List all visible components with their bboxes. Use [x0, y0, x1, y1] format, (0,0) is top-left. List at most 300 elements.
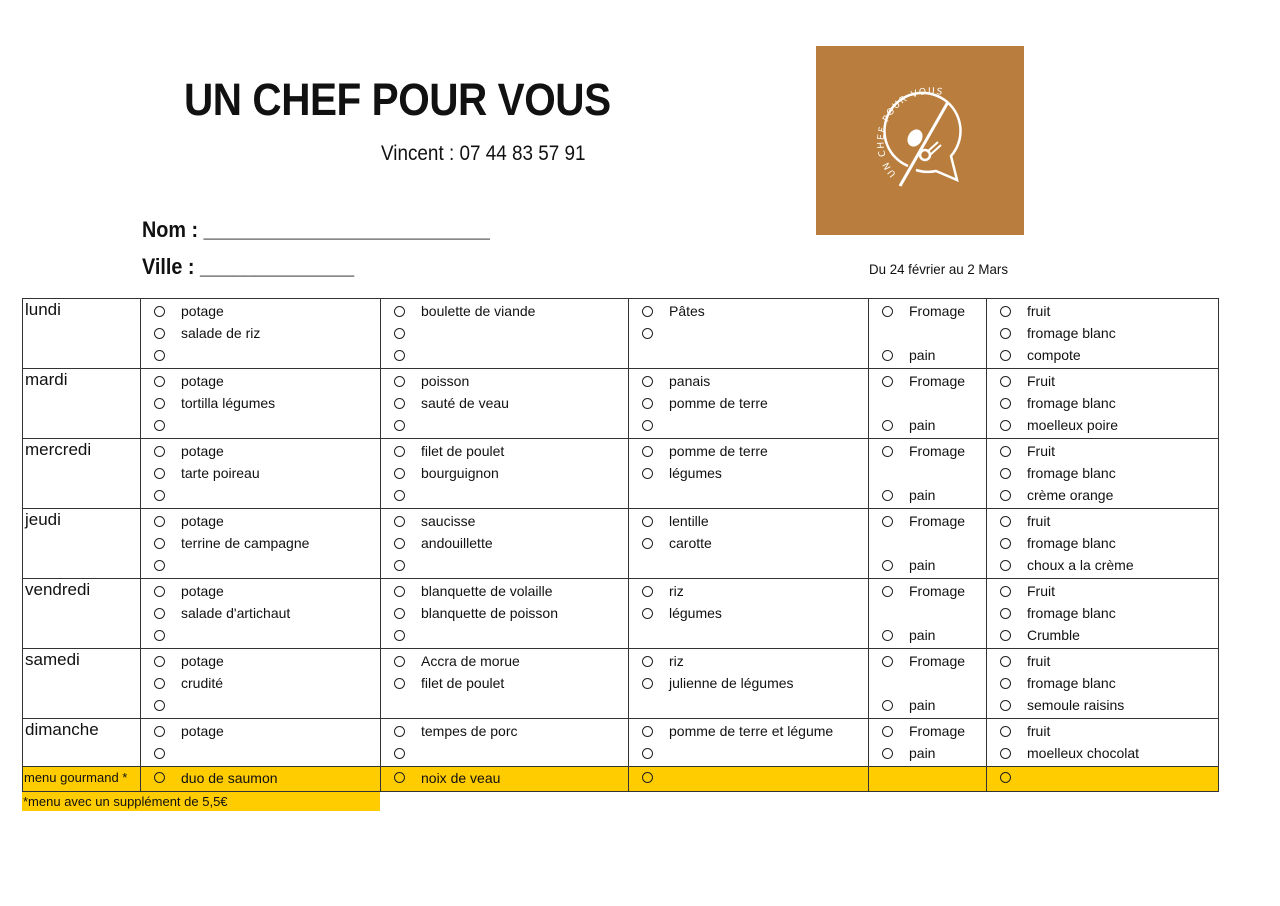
- option-label: pomme de terre: [669, 443, 768, 459]
- menu-option[interactable]: [869, 344, 986, 366]
- option-label: potage: [181, 723, 224, 739]
- menu-option[interactable]: [869, 370, 986, 392]
- menu-option[interactable]: [987, 672, 1218, 694]
- menu-option[interactable]: [381, 510, 628, 532]
- option-label: carotte: [669, 535, 712, 551]
- menu-option[interactable]: [869, 440, 986, 462]
- menu-option[interactable]: [869, 300, 986, 322]
- menu-option: [629, 694, 868, 716]
- radio-circle-icon[interactable]: [882, 748, 893, 759]
- day-label: mardi: [23, 369, 141, 439]
- radio-circle-icon[interactable]: [882, 306, 893, 317]
- option-label: potage: [181, 373, 224, 389]
- day-row-lundi: [23, 299, 1219, 369]
- menu-option[interactable]: [141, 440, 380, 462]
- day-row-vendredi: [23, 579, 1219, 649]
- menu-option[interactable]: [629, 392, 868, 414]
- menu-option[interactable]: [987, 624, 1218, 646]
- cell-accompagnement: [629, 579, 869, 649]
- menu-option[interactable]: [869, 650, 986, 672]
- cell-plat: [381, 649, 629, 719]
- radio-circle-icon[interactable]: [642, 538, 653, 549]
- menu-option[interactable]: [869, 510, 986, 532]
- radio-circle-icon[interactable]: [394, 328, 405, 339]
- menu-option[interactable]: [869, 554, 986, 576]
- radio-circle-icon[interactable]: [882, 726, 893, 737]
- menu-option[interactable]: [629, 462, 868, 484]
- radio-circle-icon[interactable]: [1000, 490, 1011, 501]
- radio-circle-icon[interactable]: [394, 376, 405, 387]
- option-label: pain: [909, 697, 936, 713]
- option-label: potage: [181, 583, 224, 599]
- radio-circle-icon[interactable]: [394, 446, 405, 457]
- radio-circle-icon[interactable]: [154, 398, 165, 409]
- cell-plat: [381, 719, 629, 767]
- radio-circle-icon[interactable]: [882, 446, 893, 457]
- menu-option[interactable]: [987, 322, 1218, 344]
- radio-circle-icon[interactable]: [154, 726, 165, 737]
- radio-circle-icon[interactable]: [394, 678, 405, 689]
- option-label: Accra de morue: [421, 653, 520, 669]
- radio-circle-icon[interactable]: [1000, 586, 1011, 597]
- radio-circle-icon[interactable]: [394, 306, 405, 317]
- menu-option[interactable]: [141, 300, 380, 322]
- radio-circle-icon[interactable]: [1000, 772, 1011, 783]
- radio-circle-icon[interactable]: [154, 538, 165, 549]
- radio-circle-icon[interactable]: [882, 630, 893, 641]
- menu-option[interactable]: [987, 650, 1218, 672]
- menu-option[interactable]: [987, 720, 1218, 742]
- option-label: poisson: [421, 373, 470, 389]
- cell-dessert: [987, 767, 1219, 792]
- menu-option[interactable]: [381, 767, 628, 788]
- option-label: pomme de terre et légume: [669, 723, 834, 739]
- radio-circle-icon[interactable]: [154, 468, 165, 479]
- cell-entree: [141, 299, 381, 369]
- menu-option[interactable]: [141, 392, 380, 414]
- radio-circle-icon[interactable]: [642, 420, 653, 431]
- menu-option[interactable]: [381, 462, 628, 484]
- radio-circle-icon[interactable]: [642, 468, 653, 479]
- menu-option[interactable]: [141, 650, 380, 672]
- option-label: fromage blanc: [1027, 535, 1116, 551]
- menu-option[interactable]: [629, 742, 868, 764]
- option-label: fromage blanc: [1027, 325, 1116, 341]
- option-label: fruit: [1027, 513, 1051, 529]
- menu-option[interactable]: [141, 370, 380, 392]
- menu-gourmand-row: [23, 767, 1219, 792]
- radio-circle-icon[interactable]: [1000, 656, 1011, 667]
- radio-circle-icon[interactable]: [154, 306, 165, 317]
- menu-option[interactable]: [381, 414, 628, 436]
- option-label: salade de riz: [181, 325, 261, 341]
- radio-circle-icon[interactable]: [882, 656, 893, 667]
- option-label: filet de poulet: [421, 675, 505, 691]
- radio-circle-icon[interactable]: [394, 630, 405, 641]
- menu-option[interactable]: [381, 440, 628, 462]
- option-label: blanquette de volaille: [421, 583, 553, 599]
- menu-option[interactable]: [987, 580, 1218, 602]
- radio-circle-icon[interactable]: [394, 350, 405, 361]
- menu-option[interactable]: [381, 672, 628, 694]
- menu-option[interactable]: [141, 462, 380, 484]
- menu-option[interactable]: [987, 510, 1218, 532]
- menu-option: [869, 322, 986, 344]
- option-label: pain: [909, 487, 936, 503]
- menu-option[interactable]: [987, 602, 1218, 624]
- day-label: mercredi: [23, 439, 141, 509]
- option-label: bourguignon: [421, 465, 499, 481]
- option-label: boulette de viande: [421, 303, 536, 319]
- radio-circle-icon[interactable]: [882, 516, 893, 527]
- radio-circle-icon[interactable]: [642, 772, 653, 783]
- radio-circle-icon[interactable]: [154, 630, 165, 641]
- menu-option[interactable]: [869, 720, 986, 742]
- radio-circle-icon[interactable]: [154, 350, 165, 361]
- cell-accompagnement: [629, 767, 869, 792]
- radio-circle-icon[interactable]: [154, 490, 165, 501]
- logo: [816, 46, 1024, 235]
- radio-circle-icon[interactable]: [882, 376, 893, 387]
- menu-option[interactable]: [381, 532, 628, 554]
- cell-plat: [381, 509, 629, 579]
- radio-circle-icon[interactable]: [154, 678, 165, 689]
- option-label: fromage blanc: [1027, 675, 1116, 691]
- menu-option[interactable]: [987, 370, 1218, 392]
- day-label: lundi: [23, 299, 141, 369]
- cell-entree: [141, 439, 381, 509]
- radio-circle-icon[interactable]: [642, 328, 653, 339]
- radio-circle-icon[interactable]: [394, 560, 405, 571]
- cell-entree: [141, 649, 381, 719]
- option-label: potage: [181, 653, 224, 669]
- menu-option: [869, 767, 986, 788]
- option-label: blanquette de poisson: [421, 605, 558, 621]
- date-range: Du 24 février au 2 Mars: [869, 261, 1008, 277]
- radio-circle-icon[interactable]: [1000, 608, 1011, 619]
- option-label: Fromage: [909, 373, 966, 389]
- option-label: tarte poireau: [181, 465, 260, 481]
- radio-circle-icon[interactable]: [882, 586, 893, 597]
- cell-fromage: [869, 369, 987, 439]
- ville-field[interactable]: Ville : ______________: [142, 254, 355, 279]
- menu-option[interactable]: [629, 650, 868, 672]
- radio-circle-icon[interactable]: [394, 656, 405, 667]
- menu-option[interactable]: [141, 767, 380, 788]
- menu-option[interactable]: [141, 624, 380, 646]
- menu-option[interactable]: [987, 392, 1218, 414]
- cell-entree: [141, 509, 381, 579]
- radio-circle-icon[interactable]: [1000, 678, 1011, 689]
- cell-accompagnement: [629, 509, 869, 579]
- radio-circle-icon[interactable]: [394, 420, 405, 431]
- menu-option[interactable]: [141, 694, 380, 716]
- menu-option[interactable]: [987, 767, 1218, 788]
- menu-option[interactable]: [987, 554, 1218, 576]
- radio-circle-icon[interactable]: [394, 772, 405, 783]
- radio-circle-icon[interactable]: [154, 376, 165, 387]
- cell-fromage: [869, 719, 987, 767]
- option-label: pain: [909, 347, 936, 363]
- radio-circle-icon[interactable]: [642, 726, 653, 737]
- option-label: Crumble: [1027, 627, 1080, 643]
- radio-circle-icon[interactable]: [1000, 726, 1011, 737]
- cell-entree: [141, 767, 381, 792]
- menu-option[interactable]: [381, 720, 628, 742]
- option-label: sauté de veau: [421, 395, 509, 411]
- radio-circle-icon[interactable]: [642, 586, 653, 597]
- radio-circle-icon[interactable]: [1000, 306, 1011, 317]
- cell-entree: [141, 369, 381, 439]
- menu-option[interactable]: [629, 370, 868, 392]
- option-label: pain: [909, 557, 936, 573]
- option-label: fruit: [1027, 723, 1051, 739]
- menu-option[interactable]: [141, 580, 380, 602]
- radio-circle-icon[interactable]: [394, 490, 405, 501]
- radio-circle-icon[interactable]: [642, 516, 653, 527]
- menu-option[interactable]: [381, 300, 628, 322]
- radio-circle-icon[interactable]: [642, 748, 653, 759]
- radio-circle-icon[interactable]: [1000, 398, 1011, 409]
- radio-circle-icon[interactable]: [882, 350, 893, 361]
- cell-dessert: [987, 649, 1219, 719]
- radio-circle-icon[interactable]: [642, 608, 653, 619]
- option-label: fruit: [1027, 303, 1051, 319]
- radio-circle-icon[interactable]: [642, 678, 653, 689]
- radio-circle-icon[interactable]: [1000, 420, 1011, 431]
- menu-option: [869, 672, 986, 694]
- menu-option[interactable]: [141, 720, 380, 742]
- option-label: pain: [909, 745, 936, 761]
- menu-option[interactable]: [141, 742, 380, 764]
- menu-option[interactable]: [869, 414, 986, 436]
- radio-circle-icon[interactable]: [642, 306, 653, 317]
- option-label: Fruit: [1027, 373, 1055, 389]
- menu-option[interactable]: [629, 580, 868, 602]
- radio-circle-icon[interactable]: [154, 656, 165, 667]
- cell-fromage: [869, 579, 987, 649]
- menu-option[interactable]: [629, 322, 868, 344]
- menu-option[interactable]: [141, 602, 380, 624]
- option-label: riz: [669, 653, 684, 669]
- menu-option[interactable]: [381, 484, 628, 506]
- menu-option[interactable]: [381, 344, 628, 366]
- radio-circle-icon[interactable]: [394, 586, 405, 597]
- menu-option[interactable]: [869, 624, 986, 646]
- option-label: Fromage: [909, 303, 966, 319]
- cell-dessert: [987, 719, 1219, 767]
- menu-option: [629, 624, 868, 646]
- menu-area: [22, 298, 1219, 811]
- radio-circle-icon[interactable]: [154, 420, 165, 431]
- option-label: moelleux chocolat: [1027, 745, 1140, 761]
- option-label: crème orange: [1027, 487, 1114, 503]
- menu-option[interactable]: [987, 344, 1218, 366]
- radio-circle-icon[interactable]: [1000, 538, 1011, 549]
- menu-option[interactable]: [629, 440, 868, 462]
- option-label: Pâtes: [669, 303, 705, 319]
- menu-option[interactable]: [987, 462, 1218, 484]
- cell-entree: [141, 579, 381, 649]
- radio-circle-icon[interactable]: [882, 700, 893, 711]
- day-label: vendredi: [23, 579, 141, 649]
- menu-option[interactable]: [381, 392, 628, 414]
- radio-circle-icon[interactable]: [394, 398, 405, 409]
- radio-circle-icon[interactable]: [882, 560, 893, 571]
- menu-option[interactable]: [987, 414, 1218, 436]
- radio-circle-icon[interactable]: [1000, 748, 1011, 759]
- menu-option[interactable]: [381, 624, 628, 646]
- radio-circle-icon[interactable]: [642, 376, 653, 387]
- menu-option[interactable]: [987, 694, 1218, 716]
- cell-plat: [381, 767, 629, 792]
- cell-accompagnement: [629, 299, 869, 369]
- option-label: potage: [181, 513, 224, 529]
- cell-plat: [381, 369, 629, 439]
- menu-option[interactable]: [987, 742, 1218, 764]
- menu-option[interactable]: [141, 484, 380, 506]
- radio-circle-icon[interactable]: [154, 608, 165, 619]
- radio-circle-icon[interactable]: [394, 468, 405, 479]
- radio-circle-icon[interactable]: [1000, 350, 1011, 361]
- menu-option[interactable]: [141, 414, 380, 436]
- option-label: moelleux poire: [1027, 417, 1119, 433]
- menu-option[interactable]: [629, 720, 868, 742]
- menu-option[interactable]: [381, 322, 628, 344]
- option-label: fromage blanc: [1027, 395, 1116, 411]
- menu-option[interactable]: [987, 440, 1218, 462]
- option-label: Fromage: [909, 583, 966, 599]
- radio-circle-icon[interactable]: [394, 538, 405, 549]
- option-label: pomme de terre: [669, 395, 768, 411]
- day-label: menu gourmand *: [23, 767, 141, 792]
- radio-circle-icon[interactable]: [394, 516, 405, 527]
- cell-entree: [141, 719, 381, 767]
- menu-option[interactable]: [629, 602, 868, 624]
- option-label: terrine de campagne: [181, 535, 310, 551]
- radio-circle-icon[interactable]: [1000, 560, 1011, 571]
- cell-plat: [381, 579, 629, 649]
- menu-option[interactable]: [869, 742, 986, 764]
- radio-circle-icon[interactable]: [154, 516, 165, 527]
- menu-option[interactable]: [629, 414, 868, 436]
- menu-option[interactable]: [141, 344, 380, 366]
- option-label: filet de poulet: [421, 443, 505, 459]
- radio-circle-icon[interactable]: [1000, 516, 1011, 527]
- radio-circle-icon[interactable]: [394, 748, 405, 759]
- option-label: potage: [181, 443, 224, 459]
- menu-option[interactable]: [141, 532, 380, 554]
- option-label: Fruit: [1027, 443, 1055, 459]
- option-label: Fromage: [909, 513, 966, 529]
- radio-circle-icon[interactable]: [154, 586, 165, 597]
- menu-option: [869, 602, 986, 624]
- radio-circle-icon[interactable]: [154, 328, 165, 339]
- option-label: Fromage: [909, 723, 966, 739]
- option-label: pain: [909, 417, 936, 433]
- radio-circle-icon[interactable]: [642, 446, 653, 457]
- radio-circle-icon[interactable]: [154, 560, 165, 571]
- option-label: semoule raisins: [1027, 697, 1125, 713]
- menu-option[interactable]: [381, 602, 628, 624]
- menu-option[interactable]: [381, 650, 628, 672]
- menu-option[interactable]: [141, 322, 380, 344]
- menu-option[interactable]: [629, 300, 868, 322]
- cell-accompagnement: [629, 649, 869, 719]
- radio-circle-icon[interactable]: [1000, 700, 1011, 711]
- menu-option[interactable]: [987, 300, 1218, 322]
- radio-circle-icon[interactable]: [642, 656, 653, 667]
- nom-field[interactable]: Nom : __________________________: [142, 217, 490, 242]
- radio-circle-icon[interactable]: [642, 398, 653, 409]
- page-title: UN CHEF POUR VOUS: [184, 74, 611, 125]
- menu-option[interactable]: [629, 672, 868, 694]
- menu-option: [869, 392, 986, 414]
- radio-circle-icon[interactable]: [394, 608, 405, 619]
- radio-circle-icon[interactable]: [1000, 376, 1011, 387]
- radio-circle-icon[interactable]: [1000, 328, 1011, 339]
- radio-circle-icon[interactable]: [154, 748, 165, 759]
- radio-circle-icon[interactable]: [1000, 468, 1011, 479]
- menu-option[interactable]: [381, 554, 628, 576]
- contact-phone: Vincent : 07 44 83 57 91: [381, 142, 586, 165]
- radio-circle-icon[interactable]: [882, 490, 893, 501]
- cell-dessert: [987, 439, 1219, 509]
- option-label: Fruit: [1027, 583, 1055, 599]
- menu-option[interactable]: [987, 484, 1218, 506]
- menu-option[interactable]: [987, 532, 1218, 554]
- radio-circle-icon[interactable]: [882, 420, 893, 431]
- menu-option[interactable]: [141, 672, 380, 694]
- menu-option[interactable]: [141, 554, 380, 576]
- option-label: tortilla légumes: [181, 395, 276, 411]
- menu-option: [629, 484, 868, 506]
- option-label: fromage blanc: [1027, 465, 1116, 481]
- day-row-dimanche: [23, 719, 1219, 767]
- day-label: dimanche: [23, 719, 141, 767]
- menu-option[interactable]: [381, 742, 628, 764]
- option-label: Fromage: [909, 443, 966, 459]
- option-label: crudité: [181, 675, 224, 691]
- menu-option[interactable]: [141, 510, 380, 532]
- option-label: lentille: [669, 513, 709, 529]
- menu-option[interactable]: [381, 580, 628, 602]
- radio-circle-icon[interactable]: [154, 700, 165, 711]
- radio-circle-icon[interactable]: [394, 726, 405, 737]
- option-label: julienne de légumes: [669, 675, 794, 691]
- menu-option[interactable]: [629, 532, 868, 554]
- menu-option[interactable]: [629, 767, 868, 788]
- radio-circle-icon[interactable]: [154, 772, 165, 783]
- option-label: Fromage: [909, 653, 966, 669]
- option-label: fruit: [1027, 653, 1051, 669]
- menu-option[interactable]: [869, 694, 986, 716]
- menu-option: [869, 462, 986, 484]
- radio-circle-icon[interactable]: [1000, 630, 1011, 641]
- radio-circle-icon[interactable]: [154, 446, 165, 457]
- option-label: compote: [1027, 347, 1081, 363]
- menu-option[interactable]: [381, 370, 628, 392]
- cell-accompagnement: [629, 369, 869, 439]
- menu-option: [629, 344, 868, 366]
- menu-option[interactable]: [629, 510, 868, 532]
- day-label: jeudi: [23, 509, 141, 579]
- menu-option[interactable]: [869, 580, 986, 602]
- cell-plat: [381, 439, 629, 509]
- menu-option[interactable]: [869, 484, 986, 506]
- cell-dessert: [987, 369, 1219, 439]
- radio-circle-icon[interactable]: [1000, 446, 1011, 457]
